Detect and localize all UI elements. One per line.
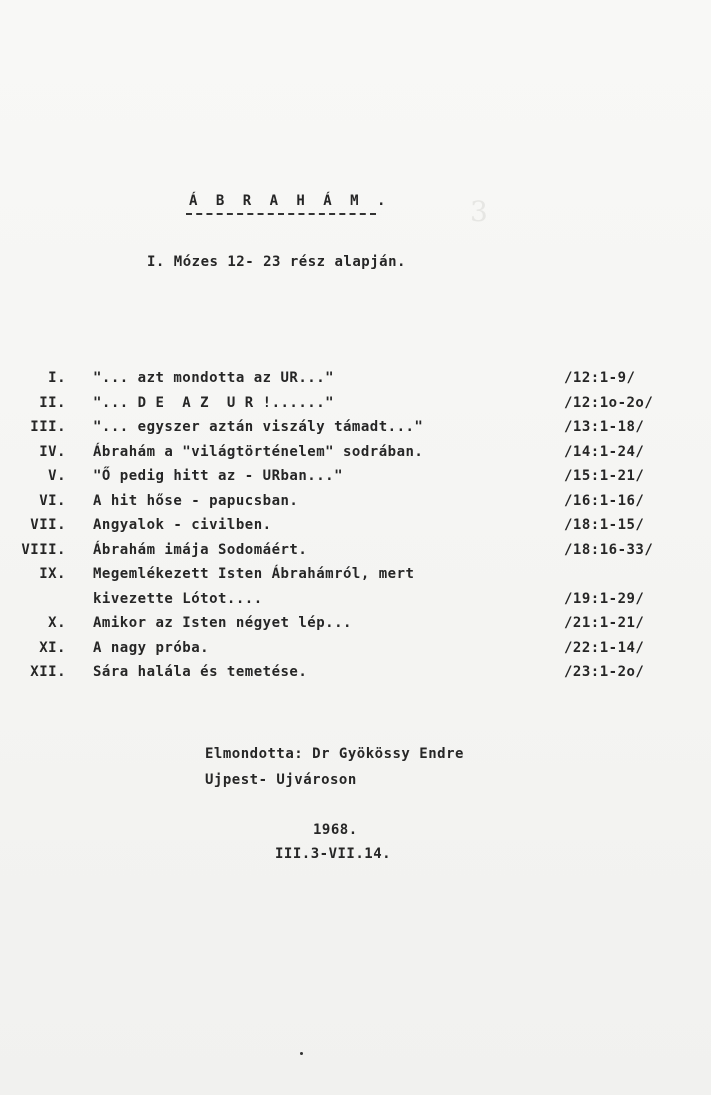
chapter-number: IX. [39,566,66,582]
document-title: Á B R A H Á M . [189,193,391,209]
chapter-title: kivezette Lótot.... [93,590,263,607]
chapter-title: A hit hőse - papucsban. [93,492,299,509]
chapter-title: "... azt mondotta az UR..." [93,370,335,386]
chapter-title: Amikor az Isten négyet lép... [93,615,352,631]
chapter-reference: /23:1-2o/ [564,664,645,680]
chapter-reference: /14:1-24/ [564,443,645,460]
chapter-number: V. [48,468,66,484]
chapter-number: I. [48,370,66,386]
toc-row [0,468,711,492]
chapter-title: Ábrahám imája Sodomáért. [93,541,308,558]
toc-row [0,615,711,639]
chapter-reference: /16:1-16/ [564,492,645,509]
chapter-reference: /19:1-29/ [564,590,645,607]
date-range: III.3-VII.14. [275,846,392,862]
chapter-number: II. [39,394,66,411]
chapter-number: XI. [39,639,66,656]
chapter-number: XII. [30,664,66,680]
credit-place: Ujpest- Ujvároson [205,772,357,788]
chapter-reference: /22:1-14/ [564,639,645,656]
chapter-reference: /18:1-15/ [564,517,645,533]
toc-row [0,591,711,615]
chapter-title: A nagy próba. [93,639,210,656]
stray-ink-dot [300,1052,303,1055]
toc-row [0,542,711,566]
chapter-title: Sára halála és temetése. [93,664,308,680]
chapter-title: "... D E A Z U R !......" [93,394,335,411]
chapter-number: VII. [30,517,66,533]
credit-author: Elmondotta: Dr Gyökössy Endre [205,746,464,762]
chapter-title: Ábrahám a "világtörténelem" sodrában. [93,443,424,460]
toc-row [0,517,711,541]
toc-row [0,566,711,590]
chapter-number: III. [30,419,66,435]
chapter-number: IV. [39,443,66,460]
faint-page-number-bleedthrough: 3 [470,195,488,228]
chapter-title: Megemlékezett Isten Ábrahámról, mert [93,566,415,582]
year: 1968. [313,822,358,838]
chapter-title: Angyalok - civilben. [93,517,272,533]
chapter-reference: /15:1-21/ [564,468,645,484]
toc-row [0,640,711,664]
title-underline [186,213,376,215]
chapter-reference: /18:16-33/ [564,541,654,558]
toc-row [0,444,711,468]
chapter-title: "Ő pedig hitt az - URban..." [93,468,344,484]
chapter-reference: /13:1-18/ [564,419,645,435]
chapter-number: VIII. [21,541,66,558]
chapter-reference: /12:1o-2o/ [564,394,654,411]
document-subtitle: I. Mózes 12- 23 rész alapján. [147,254,406,270]
toc-row [0,370,711,394]
chapter-number: VI. [39,492,66,509]
chapter-title: "... egyszer aztán viszály támadt..." [93,419,424,435]
toc-row [0,395,711,419]
chapter-reference: /21:1-21/ [564,615,645,631]
chapter-reference: /12:1-9/ [564,370,636,386]
toc-row [0,419,711,443]
toc-row [0,664,711,688]
chapter-number: X. [48,615,66,631]
toc-row [0,493,711,517]
